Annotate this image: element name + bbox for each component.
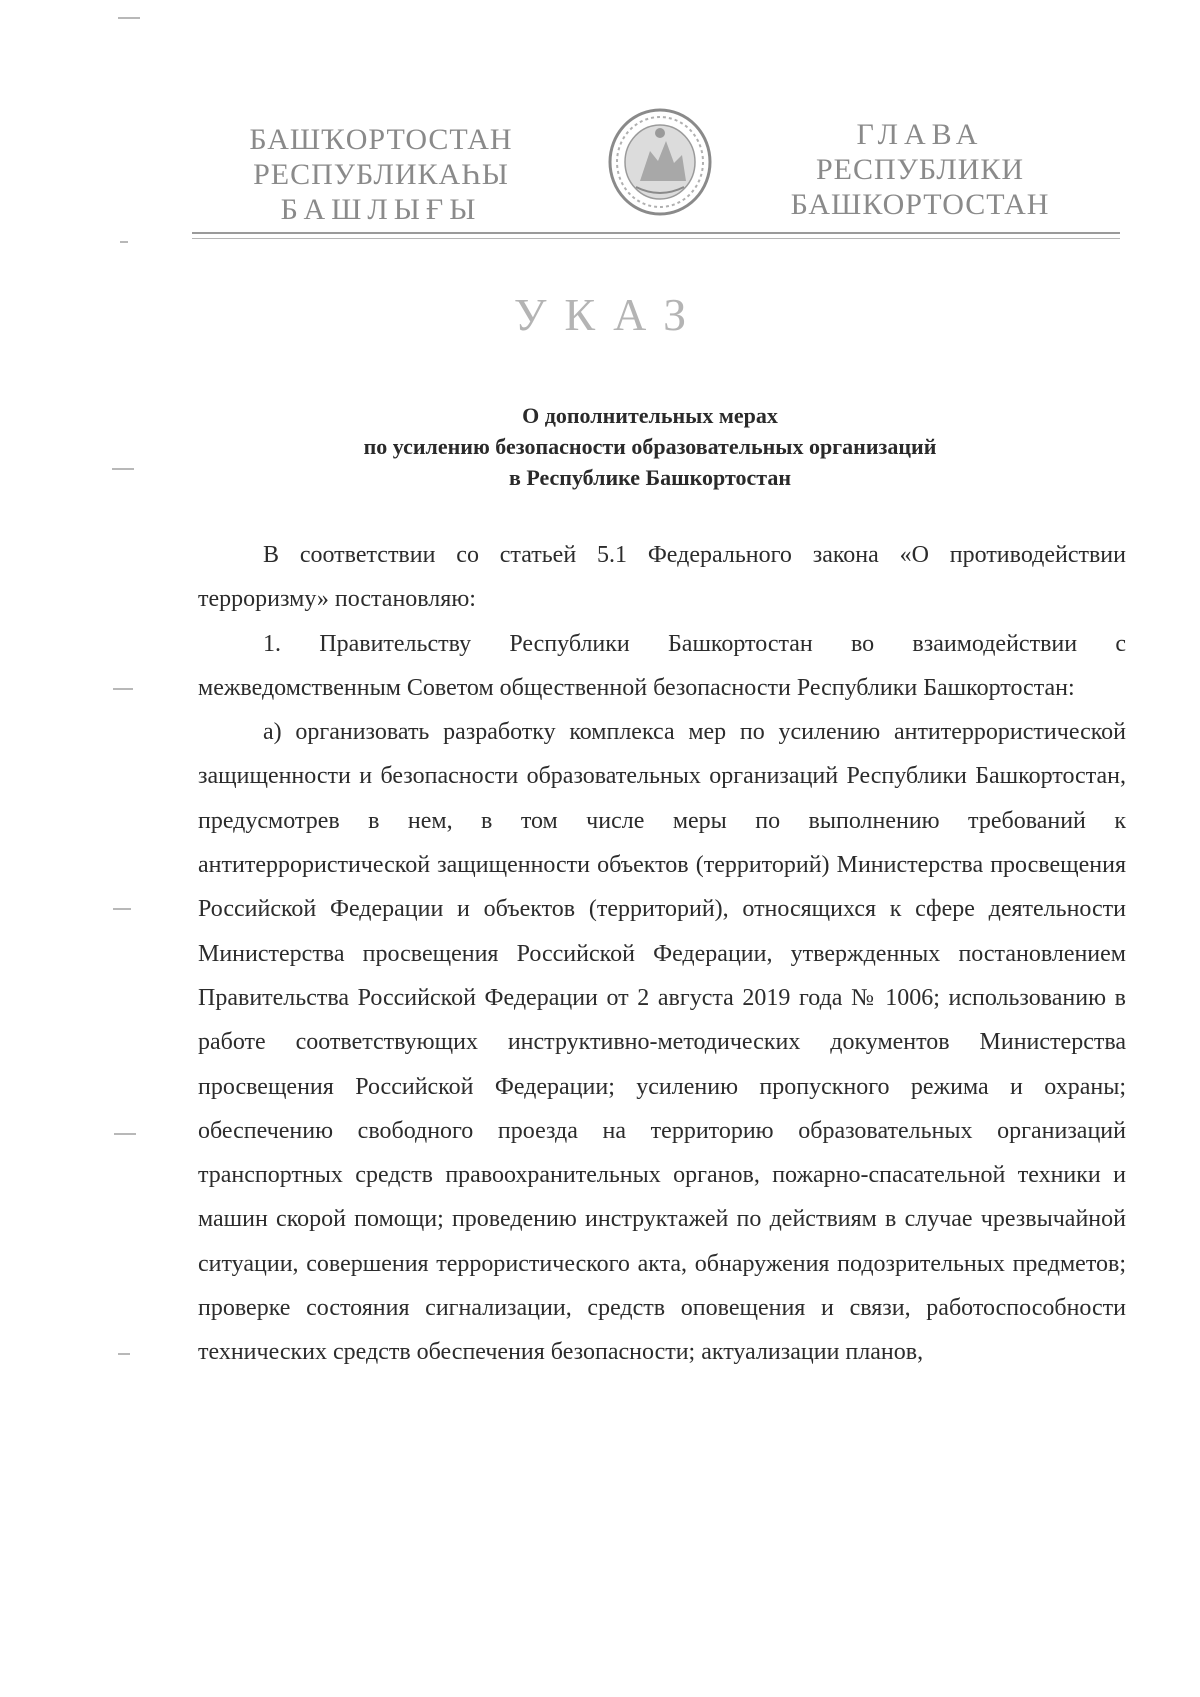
paragraph-item-1a: а) организовать разработку комплекса мер по усилению антитеррористической защищенности и безопасности образовательных организаций Республики Башкортостан, предусмотрев в нем, в том числе меры по выполнению требований к антитеррористической защищенности объектов (территорий) Министерства просвещения Российской Федерации и объектов (территорий), относящихся к сфере деятельности Министерства просвещения Российской Федерации, утвержденных постановлением Правительства Российской Федерации от 2 августа 2019 года № 1006; использованию в работе соответствующих инструктивно-методических документов Министерства просвещения Российской Федерации; усилению пропускного режима и охраны; обеспечению свободного проезда на территорию образовательных организаций транспортных средств правоохранительных органов, пожарно-спасательной техники и машин скорой помощи; проведению инструктажей по действиям в случае чрезвычайной ситуации, совершения террористического акта, обнаружения подозрительных предметов; проверке состояния сигнализации, средств оповещения и связи, работоспособности технических средств обеспечения безопасности; актуализации планов,: [198, 719, 1126, 1366]
document-type: УКАЗ: [513, 289, 705, 340]
document-body: [198, 533, 1126, 1375]
header-left-line-3: БАШЛЫҒЫ: [280, 193, 482, 226]
header-divider: [192, 232, 1120, 239]
document-title: [250, 400, 1050, 493]
header-left: [232, 122, 530, 227]
header-left-line-2: РЕСПУБЛИКАҺЫ: [253, 158, 509, 191]
title-line-1: О дополнительных мерах: [522, 403, 778, 428]
scan-speck: [120, 241, 128, 243]
header-right-line-3: БАШКОРТОСТАН: [790, 188, 1050, 221]
scan-speck: [118, 1353, 130, 1355]
scan-speck: [114, 1133, 136, 1135]
emblem-icon: [600, 103, 720, 221]
header-right: [780, 117, 1060, 222]
paragraph-item-1: 1. Правительству Республики Башкортостан во взаимодействии с межведомственным Советом общественной безопасности Республики Башкортостан:: [198, 630, 1126, 701]
header-left-line-1: БАШҠОРТОСТАН: [249, 123, 513, 156]
scan-speck: [113, 908, 131, 910]
scan-speck: [112, 468, 134, 470]
title-line-3: в Республике Башкортостан: [508, 465, 792, 490]
title-line-2: по усилению безопасности образовательных организаций: [363, 434, 937, 459]
header-right-line-1: ГЛАВА: [856, 118, 984, 151]
header-right-line-2: РЕСПУБЛИКИ: [815, 153, 1025, 186]
scan-speck: [113, 688, 133, 690]
scan-speck: [118, 17, 140, 19]
paragraph-preamble: В соответствии со статьей 5.1 Федерального закона «О противодействии терроризму» постановляю:: [198, 542, 1126, 613]
